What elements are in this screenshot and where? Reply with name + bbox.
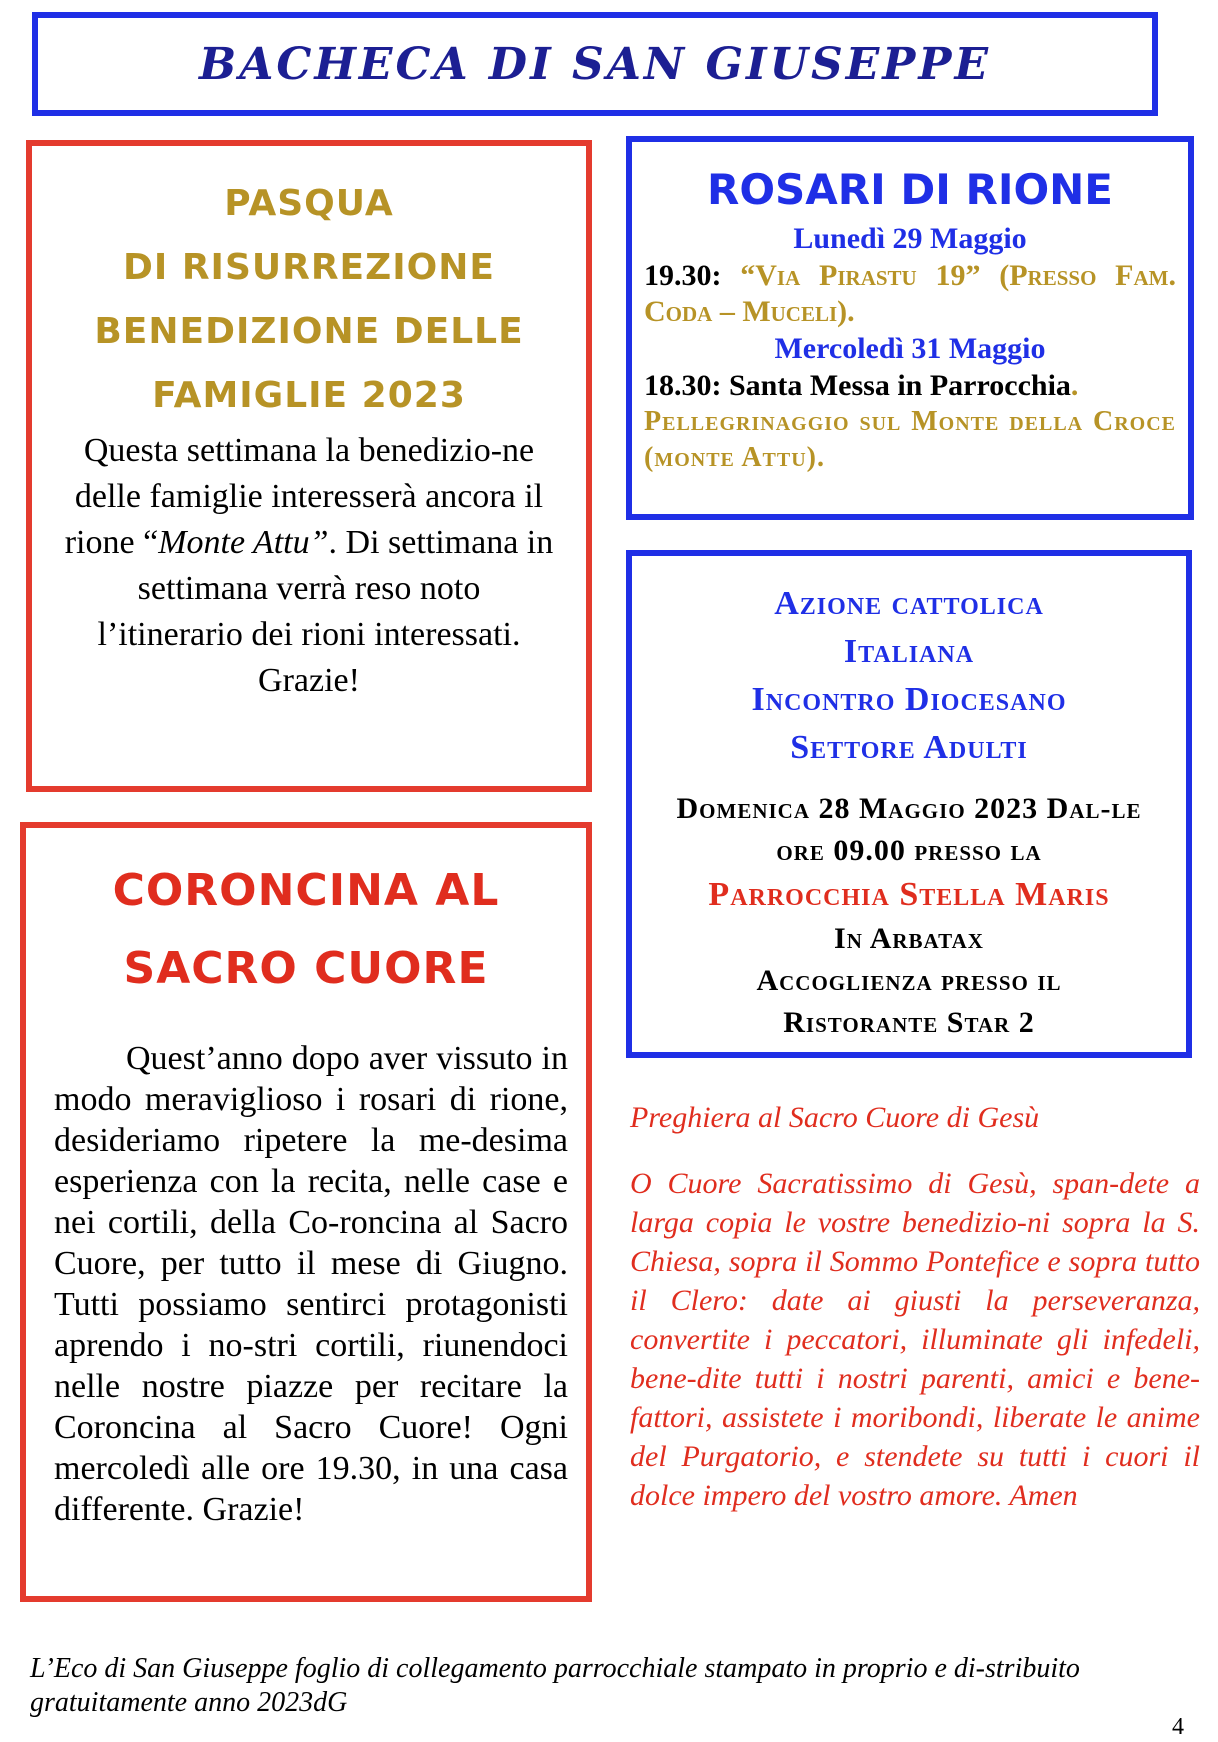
pasqua-text-b: . Di settimana in settimana verrà reso noto l’itinerario dei rioni interessati. <box>97 524 554 653</box>
pasqua-title-line: BENEDIZIONE DELLE <box>94 311 524 352</box>
coroncina-title <box>44 852 568 1008</box>
rosari-event-2-note: Pellegrinaggio sul Monte della Croce (monte Attu). <box>644 406 1176 473</box>
prayer-text: O Cuore Sacratissimo di Gesù, span-dete a larga copia le vostre benedizio-ni sopra la S. Chiesa, sopra il Sommo Pontefice e sopra tutto il Clero: date ai giusti la perseveranza, convertite i peccatori, illuminate gli infedeli, bene-dite tutti i nostri parenti, amici e bene-fattori, assistete i moribondi, liberate le anime del Purgatorio, e stendete su tutti i cuori il dolce impero del vostro amore. Amen <box>630 1167 1200 1512</box>
prayer-section <box>630 1098 1200 1515</box>
coroncina-box <box>20 822 592 1602</box>
page-number: 4 <box>1172 1714 1184 1740</box>
azione-place-line: Accoglienza presso il <box>756 964 1062 997</box>
pasqua-box <box>26 140 592 792</box>
coroncina-title-line: SACRO CUORE <box>123 943 489 994</box>
rosari-box <box>626 136 1194 520</box>
footer-text: L’Eco di San Giuseppe foglio di collegamento parrocchiale stampato in proprio e di-stribuito gratuitamente anno 2023dG <box>30 1653 1080 1718</box>
coroncina-text: Quest’anno dopo aver vissuto in modo meraviglioso i rosari di rione, desideriamo ripetere la me-desima esperienza con la recita, nelle case e nei cortili, della Co-roncina al Sacro Cuore, per tutto il mese di Giugno. Tutti possiamo sentirci protagonisti aprendo i no-stri cortili, riunendoci nelle nostre piazze per recitare la Coroncina al Sacro Cuore! Ogni mercoledì alle ore 19.30, in una casa differente. Grazie! <box>54 1040 568 1528</box>
page-title: BACHECA DI SAN GIUSEPPE <box>199 38 991 90</box>
azione-place: Parrocchia Stella Maris <box>708 876 1110 913</box>
rosari-entry-1 <box>644 258 1176 330</box>
rosari-place-1: “Via Pirastu 19” (Presso Fam. Coda – Muceli). <box>644 259 1176 328</box>
coroncina-title-line: CORONCINA AL <box>112 865 500 916</box>
rosari-day-2: Mercoledì 31 Maggio <box>774 332 1046 365</box>
azione-title-line: Settore Adulti <box>790 729 1028 766</box>
azione-title <box>642 580 1176 772</box>
pasqua-text-a: Questa settimana la benedizio-ne delle famiglie interesserà ancora il rione “ <box>64 432 544 561</box>
azione-place-line: In Arbatax <box>834 922 984 955</box>
pasqua-title-line: FAMIGLIE 2023 <box>152 375 466 416</box>
azione-place-line: Ristorante Star 2 <box>783 1006 1035 1039</box>
pasqua-text-italic: Monte Attu” <box>158 524 329 561</box>
rosari-day-1: Lunedì 29 Maggio <box>793 222 1027 255</box>
rosari-title: ROSARI DI RIONE <box>706 165 1113 214</box>
pasqua-title <box>56 172 562 428</box>
pasqua-title-line: PASQUA <box>224 183 394 224</box>
azione-title-line: Incontro Diocesano <box>751 681 1067 718</box>
azione-box <box>626 550 1192 1058</box>
pasqua-title-line: DI RISURREZIONE <box>123 247 495 288</box>
rosari-event-2-dot: . <box>1070 369 1079 402</box>
pasqua-thanks: Grazie! <box>258 662 360 699</box>
header-box <box>32 12 1158 116</box>
azione-date: Domenica 28 Maggio 2023 Dal-le ore 09.00 presso la <box>676 792 1142 867</box>
azione-title-line: Italiana <box>843 633 975 670</box>
rosari-event-2: 18.30: Santa Messa in Parrocchia <box>644 369 1071 402</box>
prayer-title: Preghiera al Sacro Cuore di Gesù <box>630 1101 1040 1134</box>
pasqua-text <box>56 428 562 658</box>
rosari-time-1: 19.30: <box>644 259 722 292</box>
rosari-entry-2 <box>644 368 1176 404</box>
azione-title-line: Azione cattolica <box>774 585 1044 622</box>
